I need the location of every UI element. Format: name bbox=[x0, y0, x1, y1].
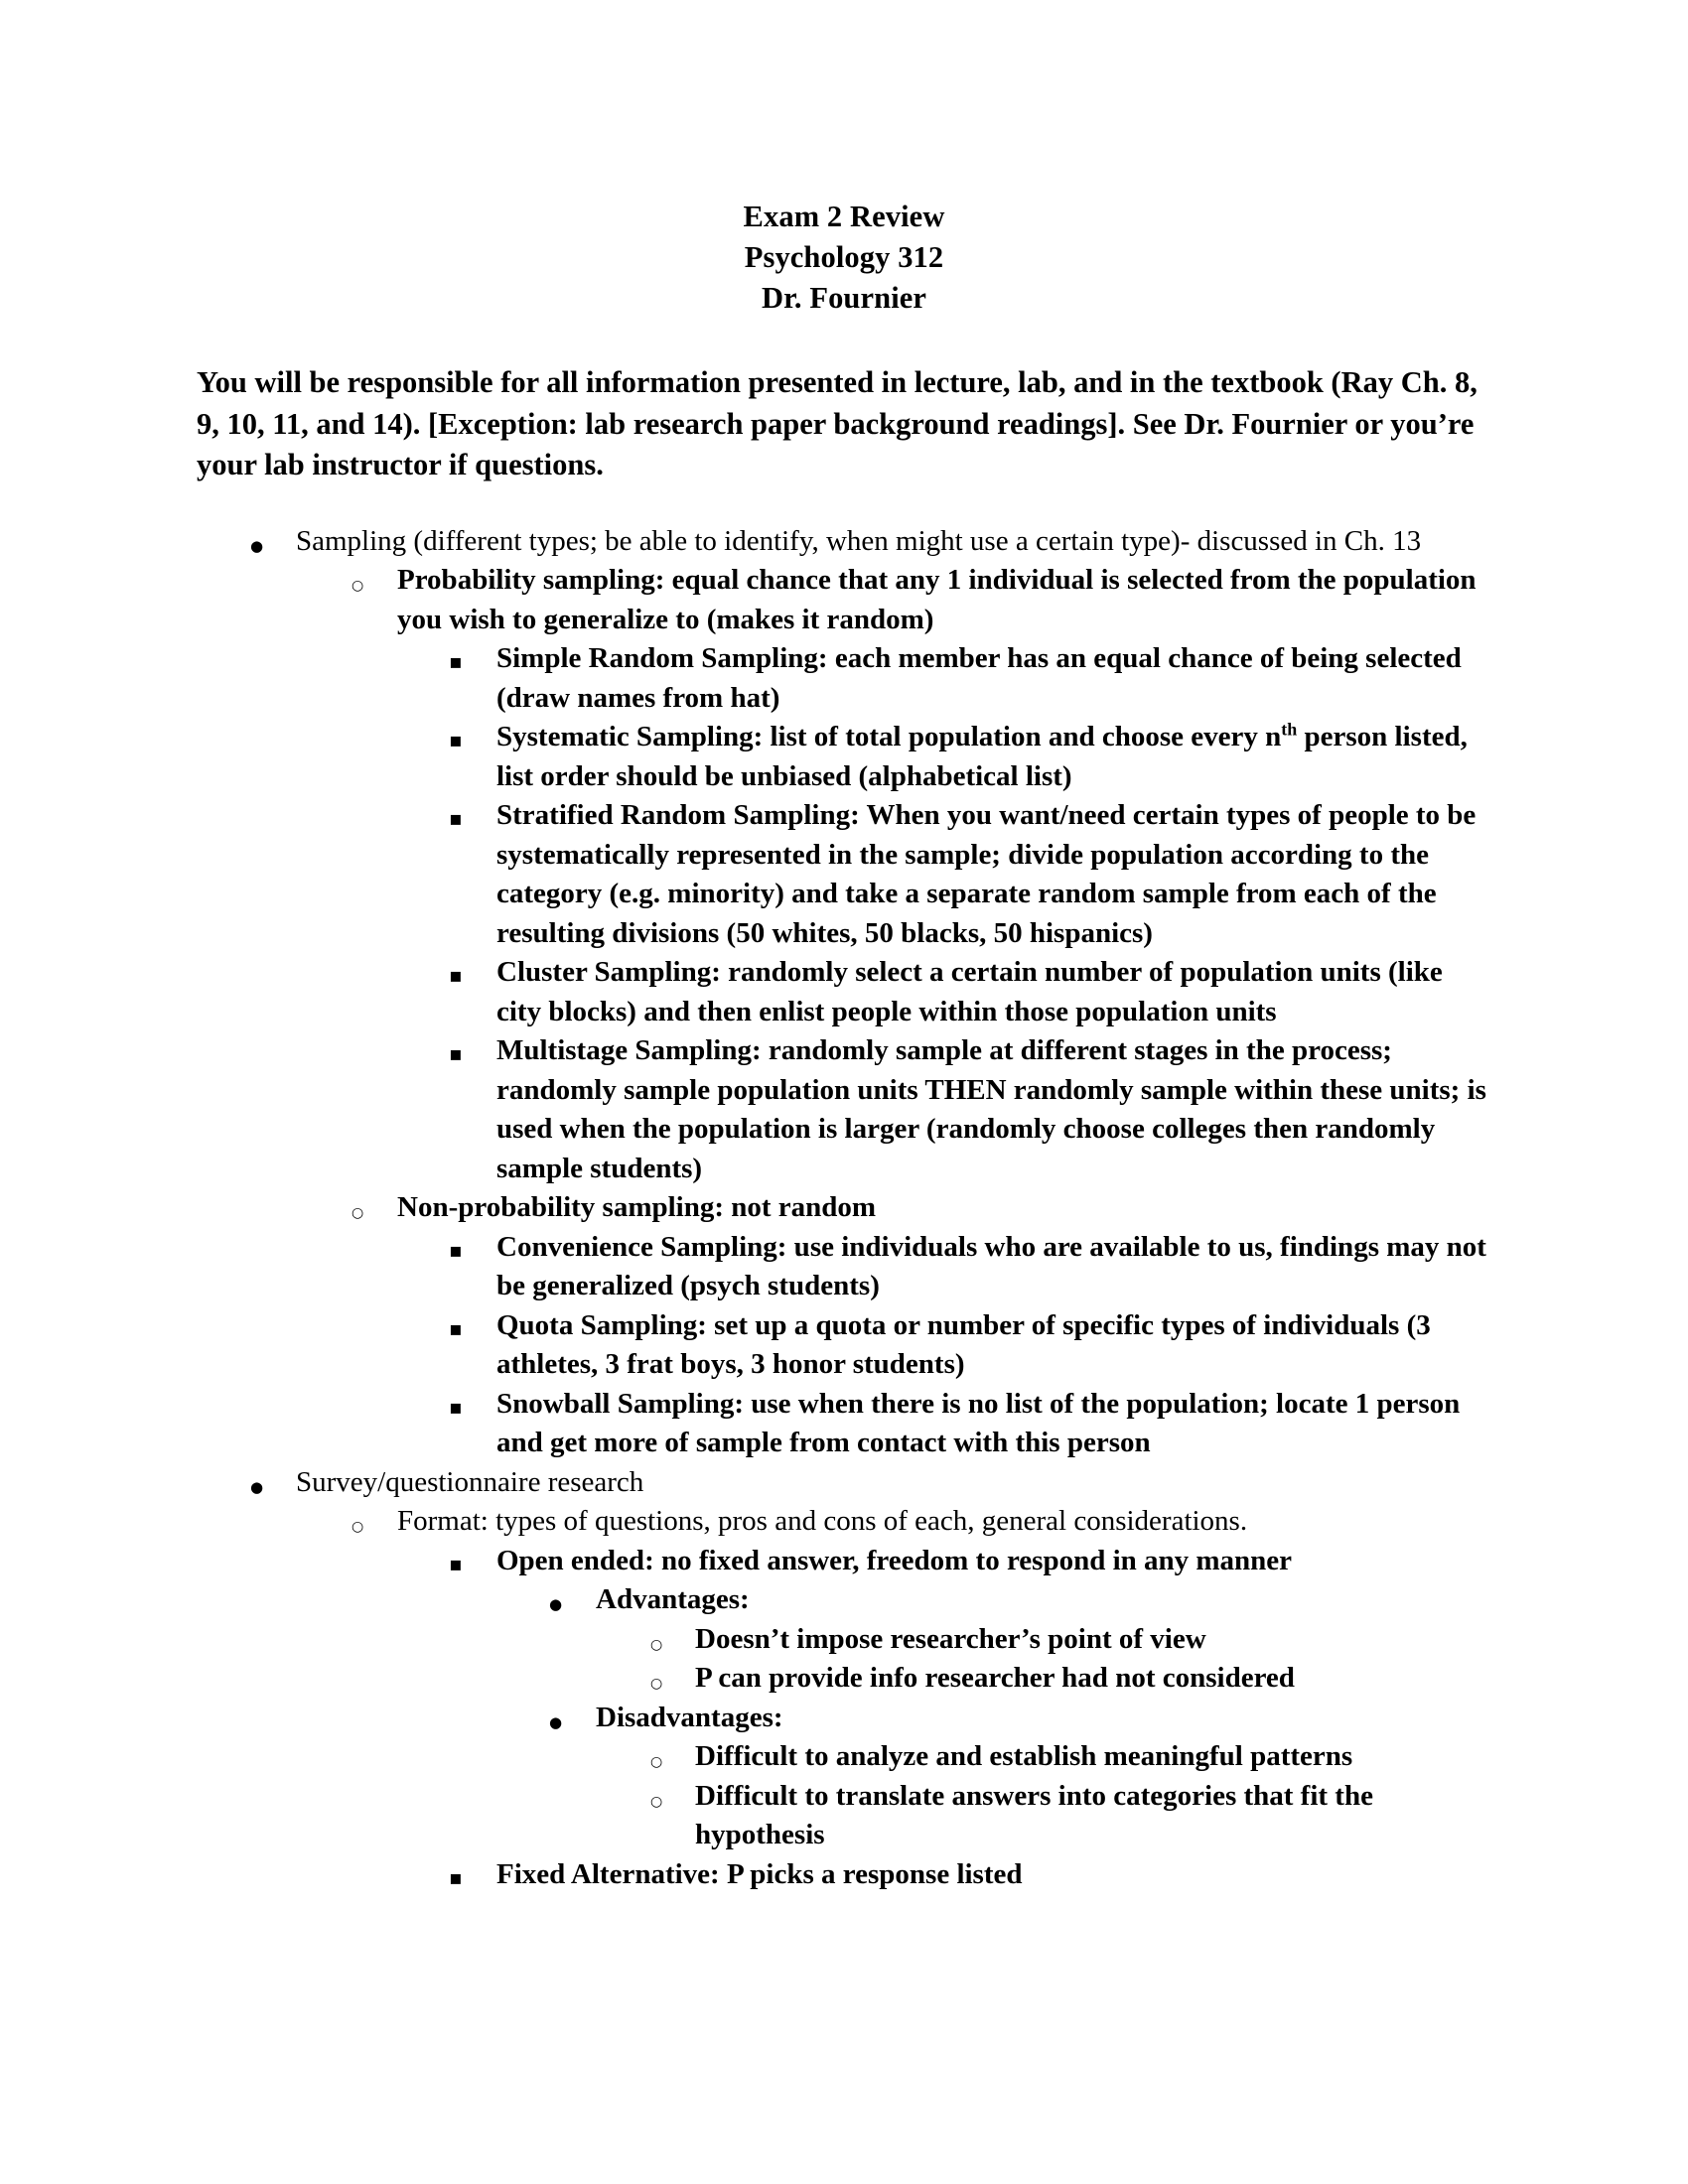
outline-item-text: Format: types of questions, pros and cons of each, general considerations. bbox=[397, 1505, 1248, 1537]
outline-item-text: Disadvantages: bbox=[596, 1701, 783, 1733]
outline-item-l1 bbox=[0, 522, 1688, 562]
bullet-square-icon bbox=[449, 639, 463, 682]
outline-item-l3 bbox=[0, 718, 1688, 796]
outline-item-text: Non-probability sampling: not random bbox=[397, 1191, 877, 1223]
outline-item-l5 bbox=[0, 1737, 1688, 1777]
bullet-disc-icon bbox=[549, 1699, 562, 1743]
outline-item-l4 bbox=[0, 1699, 1688, 1738]
outline-item-l5 bbox=[0, 1620, 1688, 1660]
outline-item-l1 bbox=[0, 1463, 1688, 1503]
outline-item-text: Cluster Sampling: randomly select a certain number of population units (like city blocks) and then enlist people within those population units bbox=[496, 956, 1443, 1027]
bullet-square-icon bbox=[449, 1228, 463, 1271]
outline-item-l3 bbox=[0, 1306, 1688, 1385]
outline-item-text: Difficult to analyze and establish meaningful patterns bbox=[695, 1740, 1353, 1772]
outline-item-text: Fixed Alternative: P picks a response listed bbox=[496, 1857, 1023, 1890]
outline-item-text: Simple Random Sampling: each member has an equal chance of being selected (draw names from hat) bbox=[496, 642, 1462, 714]
outline-item-text: P can provide info researcher had not considered bbox=[695, 1662, 1295, 1694]
outline-item-l2 bbox=[0, 561, 1688, 639]
outline-item-l3 bbox=[0, 639, 1688, 718]
outline-item-text: Survey/questionnaire research bbox=[296, 1465, 644, 1498]
outline-item-l3 bbox=[0, 1855, 1688, 1895]
bullet-disc-icon bbox=[549, 1580, 562, 1625]
bullet-square-icon bbox=[449, 1385, 463, 1428]
outline-item-text: Sampling (different types; be able to identify, when might use a certain type)- discussed in Ch. 13 bbox=[296, 524, 1422, 557]
outline-item-l4 bbox=[0, 1580, 1688, 1620]
title-line-course: Psychology 312 bbox=[744, 240, 944, 274]
outline-item-text: Open ended: no fixed answer, freedom to respond in any manner bbox=[496, 1544, 1293, 1576]
bullet-square-icon bbox=[449, 1542, 463, 1584]
outline-item-text: Probability sampling: equal chance that any 1 individual is selected from the population you wish to generalize to (makes it random) bbox=[397, 564, 1477, 635]
intro-paragraph: You will be responsible for all information presented in lecture, lab, and in the textbook (Ray Ch. 8, 9, 10, 11, and 14). [Exception: lab research paper background readings]. See Dr. Fournier or you’re your lab instructor if questions. bbox=[197, 365, 1477, 481]
outline-item-l2 bbox=[0, 1188, 1688, 1228]
outline-item-text: Convenience Sampling: use individuals who are available to us, findings may not be generalized (psych students) bbox=[496, 1230, 1486, 1301]
bullet-square-icon bbox=[449, 1031, 463, 1074]
outline-item-l3 bbox=[0, 1385, 1688, 1463]
outline-item-l2 bbox=[0, 1502, 1688, 1542]
outline-item-text: Advantages: bbox=[596, 1583, 750, 1615]
bullet-circle-icon bbox=[352, 561, 363, 607]
outline-item-l5 bbox=[0, 1659, 1688, 1699]
bullet-square-icon bbox=[449, 1306, 463, 1349]
outline-item-text: Stratified Random Sampling: When you want/need certain types of people to be systematically represented in the sample; divide population according to the category (e.g. minority) and take a separate random sample from each of the resulting divisions (50 whites, 50 blacks, 50 hispanics) bbox=[496, 799, 1477, 949]
bullet-square-icon bbox=[449, 1855, 463, 1898]
bullet-circle-icon bbox=[650, 1777, 662, 1823]
outline-item-l3 bbox=[0, 1542, 1688, 1581]
bullet-square-icon bbox=[449, 718, 463, 760]
bullet-disc-icon bbox=[250, 1463, 263, 1508]
bullet-square-icon bbox=[449, 953, 463, 996]
outline-item-l3 bbox=[0, 796, 1688, 953]
outline-item-text: Snowball Sampling: use when there is no list of the population; locate 1 person and get more of sample from contact with this person bbox=[496, 1387, 1461, 1458]
title-line-instructor: Dr. Fournier bbox=[761, 281, 927, 315]
outline-item-l5 bbox=[0, 1777, 1688, 1855]
outline-item-text: Quota Sampling: set up a quota or number of specific types of individuals (3 athletes, 3 frat boys, 3 honor students) bbox=[496, 1308, 1431, 1380]
outline-list bbox=[0, 522, 1688, 1895]
outline-item-l3 bbox=[0, 1031, 1688, 1188]
outline-item-text: Difficult to translate answers into categories that fit the hypothesis bbox=[695, 1779, 1373, 1850]
bullet-disc-icon bbox=[250, 522, 263, 567]
outline-item-l3 bbox=[0, 953, 1688, 1031]
outline-item-text: Multistage Sampling: randomly sample at different stages in the process; randomly sample population units THEN randomly sample within these units; is used when the population is larger (randomly choose colleges then randomly sample students) bbox=[496, 1034, 1486, 1184]
outline-item-text: Systematic Sampling: list of total population and choose every $n^{th}$ person listed, list order should be unbiased (alphabetical list) bbox=[496, 719, 1468, 792]
bullet-square-icon bbox=[449, 796, 463, 839]
document-title-block bbox=[0, 0, 1688, 319]
outline-item-l3 bbox=[0, 1228, 1688, 1306]
outline-item-text: Doesn’t impose researcher’s point of view bbox=[695, 1622, 1206, 1655]
title-line-exam: Exam 2 Review bbox=[743, 200, 945, 233]
